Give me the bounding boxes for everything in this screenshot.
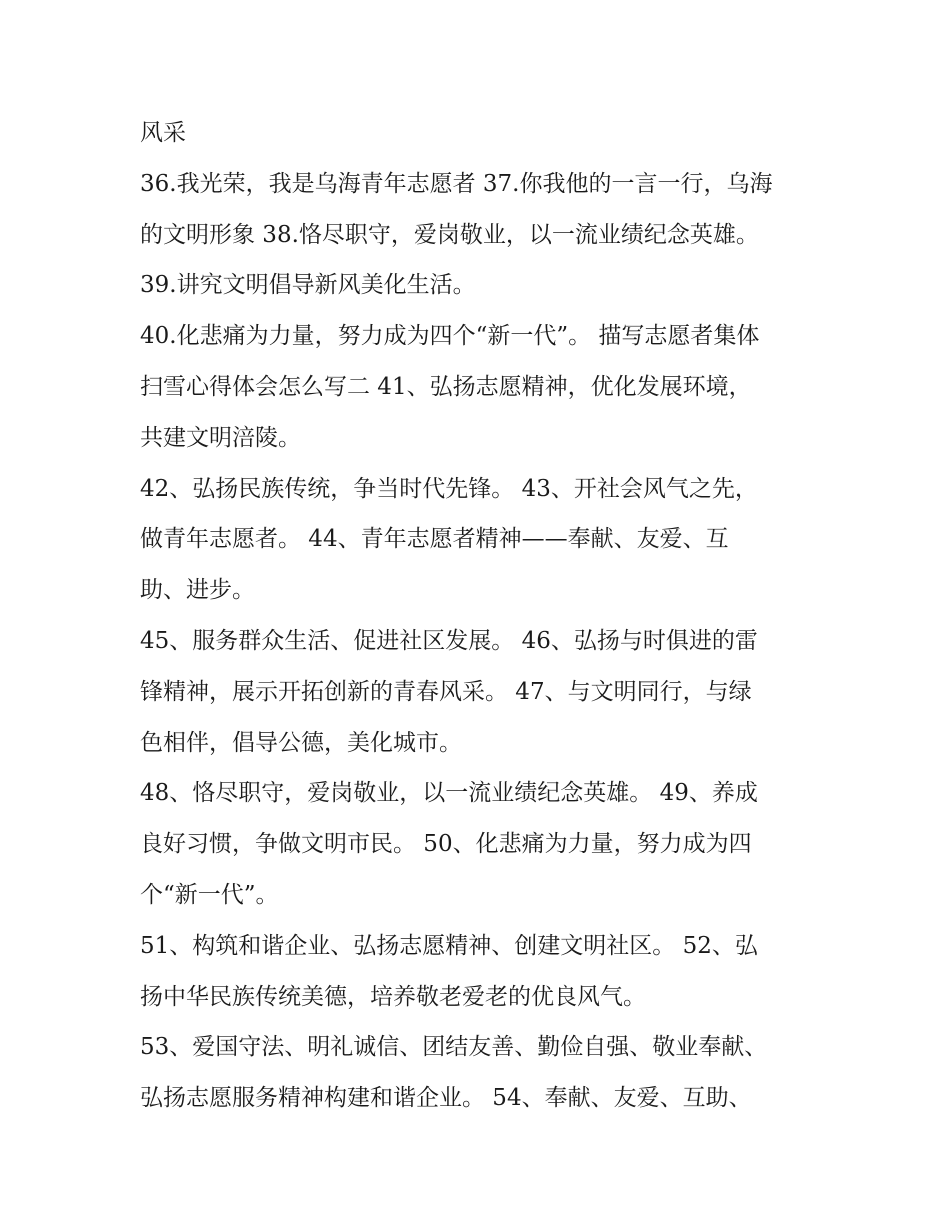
text-line: 36.我光荣，我是乌海青年志愿者 37.你我他的一言一行，乌海 bbox=[140, 170, 773, 197]
text-line: 42、弘扬民族传统，争当时代先锋。 43、开社会风气之先， bbox=[140, 475, 758, 502]
text-line: 做青年志愿者。 44、青年志愿者精神——奉献、友爱、互 bbox=[140, 526, 729, 553]
text-line: 弘扬志愿服务精神构建和谐企业。 54、奉献、友爱、互助、 bbox=[140, 1085, 752, 1112]
text-line: 扫雪心得体会怎么写二 41、弘扬志愿精神，优化发展环境， bbox=[140, 373, 752, 400]
text-line: 共建文明涪陵。 bbox=[140, 424, 301, 451]
text-line: 个“新一代”。 bbox=[140, 881, 279, 908]
text-line: 的文明形象 38.恪尽职守，爱岗敬业，以一流业绩纪念英雄。 bbox=[140, 221, 759, 248]
text-line: 锋精神，展示开拓创新的青春风采。 47、与文明同行，与绿 bbox=[140, 678, 752, 705]
document-body bbox=[140, 108, 820, 1124]
text-line: 45、服务群众生活、促进社区发展。 46、弘扬与时俱进的雷 bbox=[140, 627, 758, 654]
text-line: 53、爱国守法、明礼诚信、团结友善、勤俭自强、敬业奉献、 bbox=[140, 1034, 768, 1061]
text-line: 51、构筑和谐企业、弘扬志愿精神、创建文明社区。 52、弘 bbox=[140, 932, 758, 959]
text-line: 40.化悲痛为力量，努力成为四个“新一代”。 描写志愿者集体 bbox=[140, 323, 760, 350]
text-line: 助、进步。 bbox=[140, 577, 255, 604]
text-line: 扬中华民族传统美德，培养敬老爱老的优良风气。 bbox=[140, 983, 646, 1010]
text-line: 39.讲究文明倡导新风美化生活。 bbox=[140, 272, 476, 299]
text-line: 48、恪尽职守，爱岗敬业，以一流业绩纪念英雄。 49、养成 bbox=[140, 780, 758, 807]
text-line: 良好习惯，争做文明市民。 50、化悲痛为力量，努力成为四 bbox=[140, 831, 752, 858]
text-line: 风采 bbox=[140, 120, 186, 146]
text-line: 色相伴，倡导公德，美化城市。 bbox=[140, 729, 462, 756]
